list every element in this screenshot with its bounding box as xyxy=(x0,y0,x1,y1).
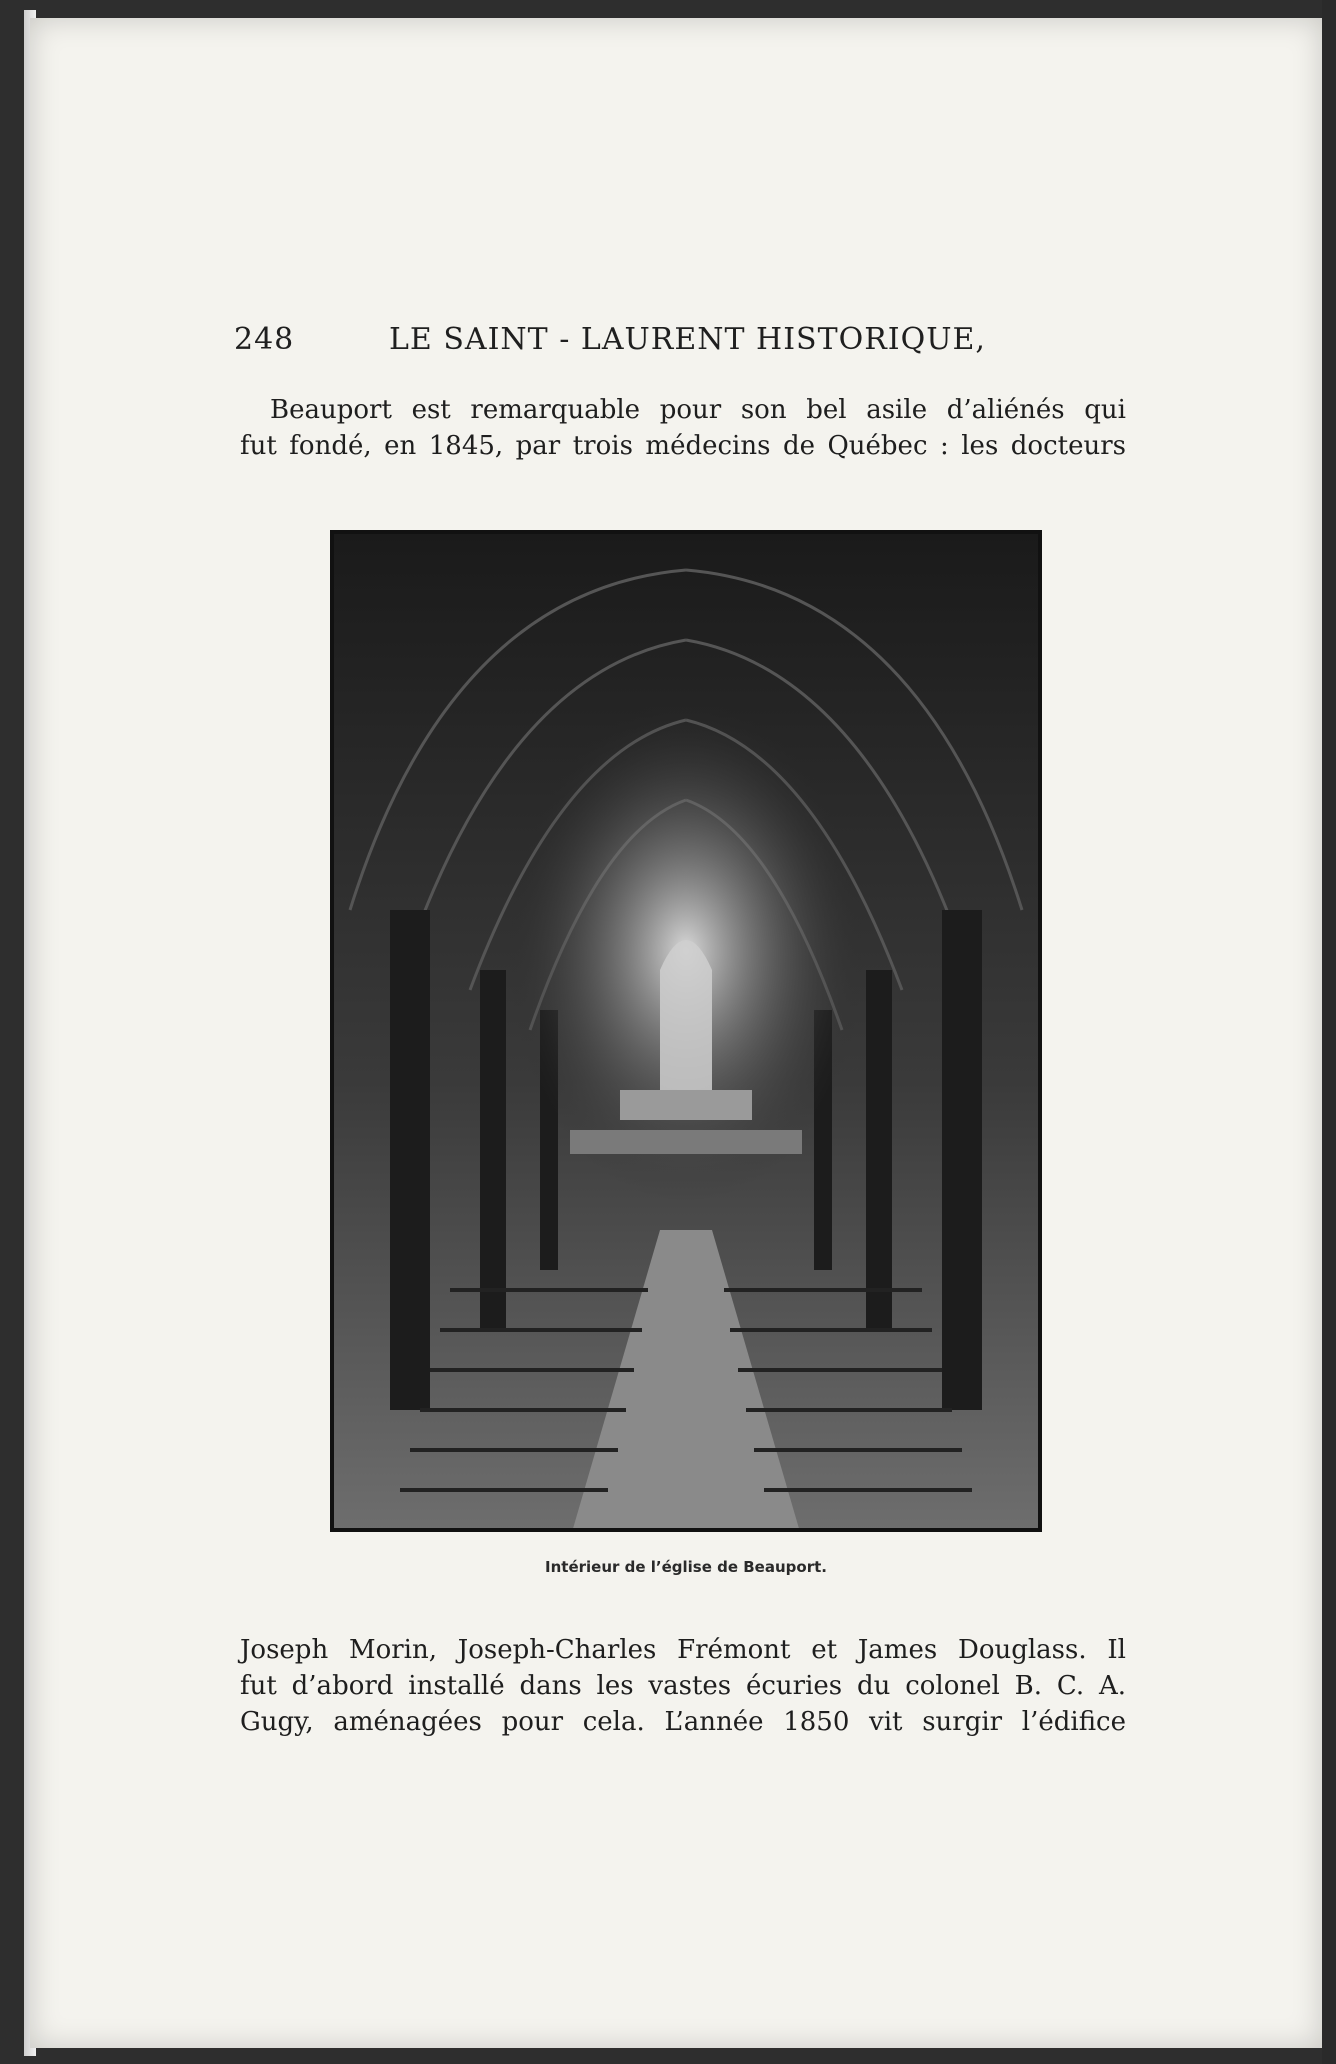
paragraph-bottom xyxy=(240,1632,1126,1740)
text-line: Gugy, aménagées pour cela. L’année 1850 vit surgir l’édifice xyxy=(240,1707,1126,1737)
text-line: Joseph Morin, Joseph-Charles Frémont et James Douglass. Il xyxy=(240,1635,1126,1665)
page-number: 248 xyxy=(234,322,295,357)
text-line: Beauport est remarquable pour son bel asile d’aliénés qui xyxy=(270,395,1126,425)
text-line: fut fondé, en 1845, par trois médecins de Québec : les docteurs xyxy=(240,431,1126,461)
running-header xyxy=(234,322,1134,357)
paragraph-top xyxy=(240,392,1126,464)
figure-caption: Intérieur de l’église de Beauport. xyxy=(545,1558,827,1576)
text-line: fut d’abord installé dans les vastes écuries du colonel B. C. A. xyxy=(240,1671,1126,1701)
church-interior-photo xyxy=(330,530,1042,1532)
photo-illustration xyxy=(330,530,1042,1532)
page-right-margin xyxy=(1322,0,1336,2064)
running-title: LE SAINT - LAURENT HISTORIQUE, xyxy=(389,322,986,357)
